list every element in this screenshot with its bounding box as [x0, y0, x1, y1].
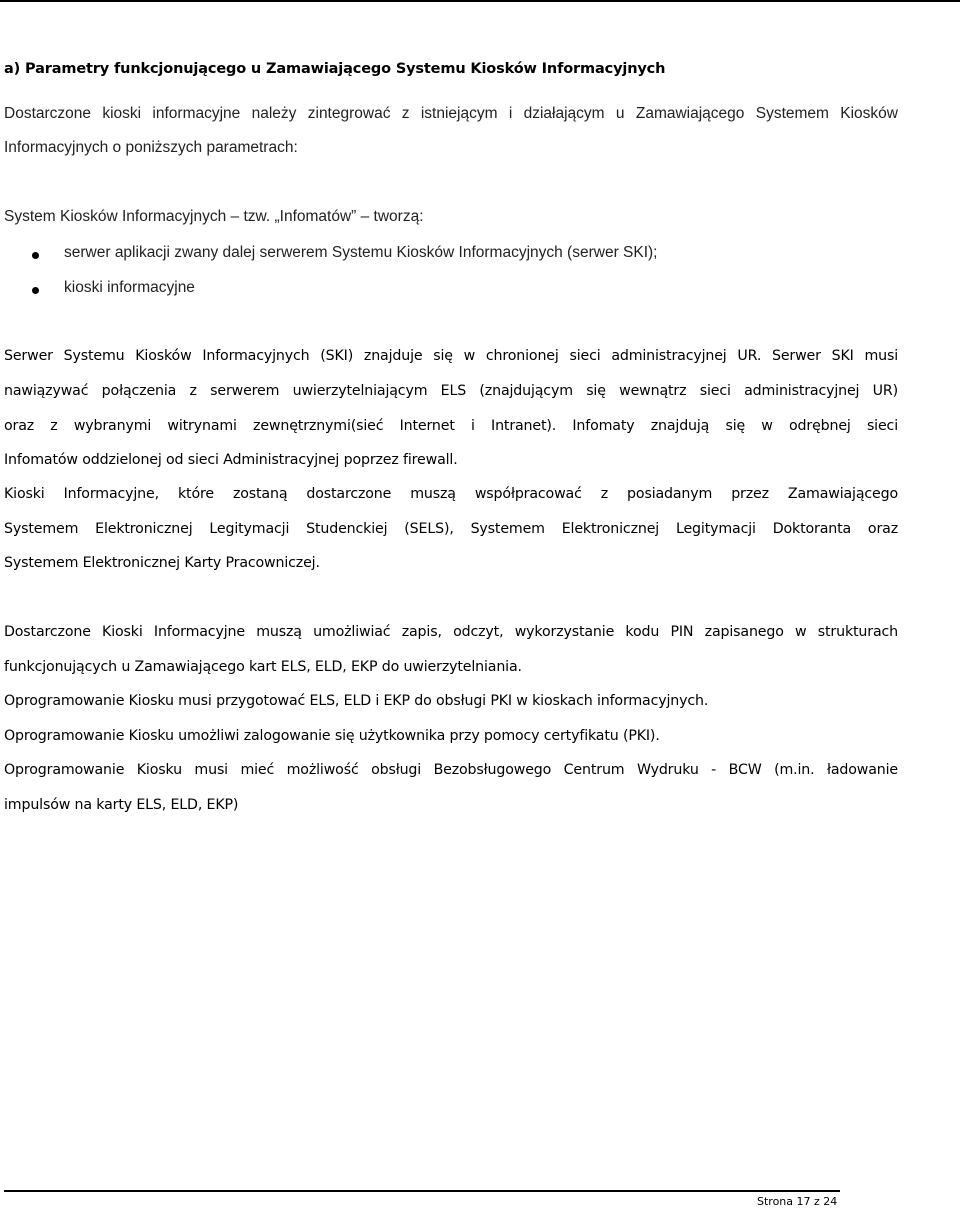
para6-line-1: Oprogramowanie Kiosku musi mieć możliwość obsługi Bezobsługowego Centrum Wydruku - BCW (m.in. ładowanie	[4, 762, 898, 778]
para5: Oprogramowanie Kiosku umożliwi zalogowanie się użytkownika przy pomocy certyfikatu (PKI).	[4, 728, 660, 744]
para6-line-2: impulsów na karty ELS, ELD, EKP)	[4, 797, 239, 813]
page-number: Strona 17 z 24	[757, 1195, 838, 1208]
para3-line-1: Dostarczone Kioski Informacyjne muszą umożliwiać zapis, odczyt, wykorzystanie kodu PIN zapisanego w strukturach	[4, 624, 898, 640]
para4: Oprogramowanie Kiosku musi przygotować ELS, ELD i EKP do obsługi PKI w kioskach informacyjnych.	[4, 693, 709, 709]
footer-rule	[4, 1190, 840, 1192]
bullet-item-server: serwer aplikacji zwany dalej serwerem Systemu Kiosków Informacyjnych (serwer SKI);	[64, 244, 658, 261]
para1-line-1: Serwer Systemu Kiosków Informacyjnych (SKI) znajduje się w chronionej sieci administracyjnej UR. Serwer SKI musi	[4, 348, 898, 364]
intro-line-2: Informacyjnych o poniższych parametrach:	[4, 139, 298, 156]
system-line: System Kiosków Informacyjnych – tzw. „Infomatów” – tworzą:	[4, 208, 424, 225]
section-heading: a) Parametry funkcjonującego u Zamawiającego Systemu Kiosków Informacyjnych	[4, 61, 666, 77]
para2-line-1: Kioski Informacyjne, które zostaną dostarczone muszą współpracować z posiadanym przez Zamawiającego	[4, 486, 898, 502]
para1-line-2: nawiązywać połączenia z serwerem uwierzytelniającym ELS (znajdującym się wewnątrz sieci administracyjnej UR)	[4, 383, 898, 399]
para3-line-2: funkcjonujących u Zamawiającego kart ELS, ELD, EKP do uwierzytelniania.	[4, 659, 522, 675]
para1-line-4: Infomatów oddzielonej od sieci Administracyjnej poprzez firewall.	[4, 452, 458, 468]
bullet-icon	[32, 287, 39, 294]
bullet-item-kiosks: kioski informacyjne	[64, 279, 195, 296]
para1-line-3: oraz z wybranymi witrynami zewnętrznymi(sieć Internet i Intranet). Infomaty znajdują się w odrębnej sieci	[4, 418, 898, 434]
intro-line-1: Dostarczone kioski informacyjne należy zintegrować z istniejącym i działającym u Zamawiającego Systemem Kiosków	[4, 105, 898, 122]
top-rule	[0, 0, 960, 2]
para2-line-2: Systemem Elektronicznej Legitymacji Studenckiej (SELS), Systemem Elektronicznej Legitymacji Doktoranta oraz	[4, 521, 898, 537]
bullet-icon	[32, 252, 39, 259]
para2-line-3: Systemem Elektronicznej Karty Pracowniczej.	[4, 555, 320, 571]
